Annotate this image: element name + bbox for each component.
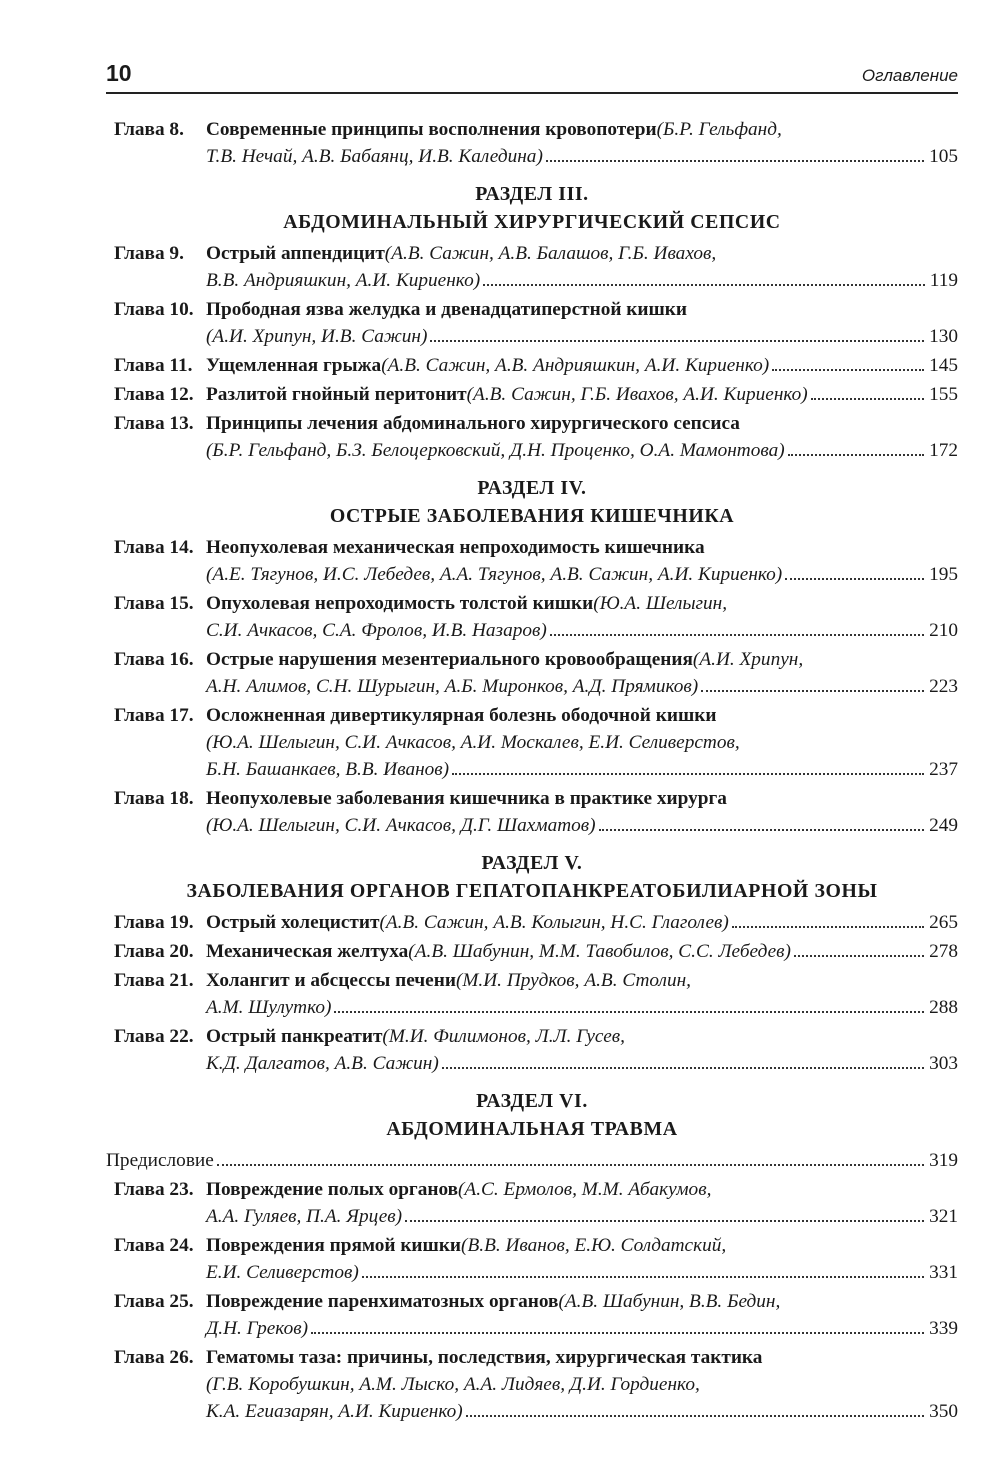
chapter-authors: (А.И. Хрипун, [692,649,804,670]
chapter-authors: С.И. Ачкасов, С.А. Фролов, И.В. Назаров) [206,620,547,641]
chapter-label: Глава 13. [114,413,194,434]
toc-entry-chapter-19[interactable] [106,909,958,936]
chapter-authors: (А.В. Шабунин, М.М. Тавобилов, С.С. Лебедев) [408,941,791,962]
chapter-title: Опухолевая непроходимость толстой кишки [206,593,594,614]
chapter-label: Глава 23. [114,1179,194,1200]
page-ref: 265 [929,912,958,933]
chapter-label: Глава 21. [114,970,194,991]
chapter-authors: (В.В. Иванов, Е.Ю. Солдатский, [461,1235,727,1256]
chapter-title: Принципы лечения абдоминального хирургического сепсиса [206,413,740,434]
chapter-label: Глава 22. [114,1026,194,1047]
chapter-authors: (А.В. Сажин, А.В. Андрияшкин, А.И. Кириенко) [381,355,770,376]
leader-dots [732,909,924,928]
chapter-label: Глава 11. [114,355,193,376]
page-ref: 237 [929,759,958,780]
toc-entry-chapter-23[interactable] [106,1176,958,1230]
chapter-title: Острый холецистит [206,912,380,933]
page-ref: 339 [929,1318,958,1339]
chapter-authors: (А.В. Сажин, Г.Б. Ивахов, А.И. Кириенко) [466,384,808,405]
chapter-authors: (А.И. Хрипун, И.В. Сажин) [206,326,428,347]
section-heading-3 [106,180,958,236]
section-heading-4 [106,474,958,530]
toc-entry-chapter-11[interactable] [106,352,958,379]
chapter-label: Глава 18. [114,788,194,809]
toc-entry-chapter-13[interactable] [106,410,958,464]
leader-dots [701,673,924,692]
leader-dots [430,323,924,342]
page-ref: 195 [929,564,958,585]
section-number: РАЗДЕЛ IV. [477,477,587,499]
page-ref: 210 [929,620,958,641]
page-ref: 172 [929,440,958,461]
page-ref: 288 [929,997,958,1018]
toc-entry-chapter-22[interactable] [106,1023,958,1077]
toc-entry-chapter-26[interactable] [106,1344,958,1425]
chapter-title: Механическая желтуха [206,941,409,962]
chapter-authors: (Б.Р. Гельфанд, [656,119,782,140]
section-title: АБДОМИНАЛЬНЫЙ ХИРУРГИЧЕСКИЙ СЕПСИС [283,211,781,233]
chapter-authors: (А.В. Сажин, А.В. Балашов, Г.Б. Ивахов, [384,243,717,264]
page-ref: 119 [929,270,958,291]
toc-entry-chapter-24[interactable] [106,1232,958,1286]
page-ref: 319 [929,1150,958,1171]
chapter-authors: (А.С. Ермолов, М.М. Абакумов, [458,1179,712,1200]
chapter-label: Глава 12. [114,384,194,405]
leader-dots [599,812,925,831]
page-ref: 249 [929,815,958,836]
section-heading-5 [106,849,958,905]
chapter-title: Повреждения прямой кишки [206,1235,462,1256]
chapter-label: Глава 17. [114,705,194,726]
page-number: 10 [106,60,132,86]
leader-dots [483,267,925,286]
running-title: Оглавление [861,66,958,85]
toc-entry-chapter-25[interactable] [106,1288,958,1342]
toc-entry-chapter-18[interactable] [106,785,958,839]
leader-dots [550,617,924,636]
chapter-authors: В.В. Андрияшкин, А.И. Кириенко) [206,270,481,291]
toc-entry-chapter-21[interactable] [106,967,958,1021]
section-number: РАЗДЕЛ III. [475,183,589,205]
chapter-title: Ущемленная грыжа [206,355,382,376]
chapter-label: Глава 20. [114,941,194,962]
page-ref: 155 [929,384,958,405]
section-title: ЗАБОЛЕВАНИЯ ОРГАНОВ ГЕПАТОПАНКРЕАТОБИЛИАРНОЙ ЗОНЫ [186,880,878,902]
chapter-authors: А.Н. Алимов, С.Н. Шурыгин, А.Б. Миронков, А.Д. Прямиков) [206,676,699,697]
chapter-authors: А.М. Шулутко) [206,997,332,1018]
chapter-title: Острый аппендицит [206,243,385,264]
chapter-label: Глава 14. [114,537,194,558]
toc-entry-chapter-12[interactable] [106,381,958,408]
preface-title: Предисловие [106,1150,214,1171]
leader-dots [546,143,924,162]
chapter-authors: (Б.Р. Гельфанд, Б.З. Белоцерковский, Д.Н. Проценко, О.А. Мамонтова) [206,440,785,461]
toc-entry-chapter-9[interactable] [106,240,958,294]
section-heading-6 [106,1087,958,1143]
chapter-authors: (М.И. Прудков, А.В. Столин, [455,970,691,991]
chapter-title: Острые нарушения мезентериального кровообращения [206,649,693,670]
page-ref: 331 [929,1262,958,1283]
leader-dots [794,938,924,957]
chapter-authors: (Ю.А. Шелыгин, [593,593,728,614]
toc-entry-chapter-10[interactable] [106,296,958,350]
leader-dots [466,1398,924,1417]
chapter-authors: К.Д. Далгатов, А.В. Сажин) [206,1053,439,1074]
toc-entry-preface[interactable] [106,1147,958,1174]
chapter-label: Глава 25. [114,1291,194,1312]
chapter-authors: Т.В. Нечай, А.В. Бабаянц, И.В. Каледина) [206,146,543,167]
chapter-title: Повреждение паренхиматозных органов [206,1291,559,1312]
chapter-title: Неопухолевые заболевания кишечника в практике хирурга [206,788,727,809]
chapter-title: Современные принципы восполнения кровопотери [206,119,657,140]
page-ref: 130 [929,326,958,347]
chapter-authors: (М.И. Филимонов, Л.Л. Гусев, [382,1026,625,1047]
page-ref: 321 [929,1206,958,1227]
chapter-title: Повреждение полых органов [206,1179,459,1200]
table-of-contents [106,116,958,1427]
chapter-label: Глава 9. [114,243,184,264]
page-ref: 350 [929,1401,958,1422]
page-ref: 105 [929,146,958,167]
chapter-label: Глава 19. [114,912,194,933]
page-ref: 303 [929,1053,958,1074]
chapter-authors: (А.В. Шабунин, В.В. Бедин, [558,1291,781,1312]
chapter-authors: Б.Н. Башанкаев, В.В. Иванов) [206,759,450,780]
section-number: РАЗДЕЛ VI. [476,1090,588,1112]
leader-dots [362,1259,924,1278]
chapter-label: Глава 16. [114,649,194,670]
chapter-title: Неопухолевая механическая непроходимость кишечника [206,537,705,558]
page-ref: 278 [929,941,958,962]
leader-dots [217,1147,924,1166]
running-head [106,58,958,94]
chapter-title: Холангит и абсцессы печени [206,970,456,991]
chapter-authors: (А.В. Сажин, А.В. Колыгин, Н.С. Глаголев) [379,912,729,933]
toc-entry-chapter-17[interactable] [106,702,958,783]
chapter-title: Прободная язва желудка и двенадцатиперстной кишки [206,299,688,320]
chapter-authors: (Ю.А. Шелыгин, С.И. Ачкасов, Д.Г. Шахматов) [206,815,596,836]
leader-dots [788,437,924,456]
page-ref: 223 [929,676,958,697]
chapter-authors: (Ю.А. Шелыгин, С.И. Ачкасов, А.И. Москалев, Е.И. Селиверстов, [206,732,740,753]
chapter-title: Гематомы таза: причины, последствия, хирургическая тактика [206,1347,763,1368]
leader-dots [811,381,924,400]
toc-entry-chapter-16[interactable] [106,646,958,700]
chapter-label: Глава 15. [114,593,194,614]
chapter-label: Глава 24. [114,1235,194,1256]
chapter-label: Глава 10. [114,299,194,320]
chapter-authors: Д.Н. Греков) [206,1318,308,1339]
chapter-authors: Е.И. Селиверстов) [206,1262,359,1283]
leader-dots [785,561,924,580]
leader-dots [405,1203,924,1222]
leader-dots [772,352,924,371]
section-title: АБДОМИНАЛЬНАЯ ТРАВМА [386,1118,678,1140]
toc-entry-chapter-14[interactable] [106,534,958,588]
chapter-title: Острый панкреатит [206,1026,383,1047]
leader-dots [311,1315,924,1334]
leader-dots [442,1050,924,1069]
leader-dots [334,994,924,1013]
toc-entry-chapter-8[interactable] [106,116,958,170]
section-number: РАЗДЕЛ V. [481,852,583,874]
chapter-authors: А.А. Гуляев, П.А. Ярцев) [206,1206,403,1227]
chapter-title: Разлитой гнойный перитонит [206,384,467,405]
page-ref: 145 [929,355,958,376]
chapter-title: Осложненная дивертикулярная болезнь ободочной кишки [206,705,717,726]
section-title: ОСТРЫЕ ЗАБОЛЕВАНИЯ КИШЕЧНИКА [329,505,735,527]
chapter-authors: К.А. Егиазарян, А.И. Кириенко) [206,1401,463,1422]
chapter-authors: (А.Е. Тягунов, И.С. Лебедев, А.А. Тягунов, А.В. Сажин, А.И. Кириенко) [206,564,783,585]
toc-entry-chapter-15[interactable] [106,590,958,644]
leader-dots [452,756,924,775]
chapter-label: Глава 26. [114,1347,194,1368]
chapter-label: Глава 8. [114,119,184,140]
toc-entry-chapter-20[interactable] [106,938,958,965]
chapter-authors: (Г.В. Коробушкин, А.М. Лыско, А.А. Лидяев, Д.И. Гордиенко, [206,1374,700,1395]
